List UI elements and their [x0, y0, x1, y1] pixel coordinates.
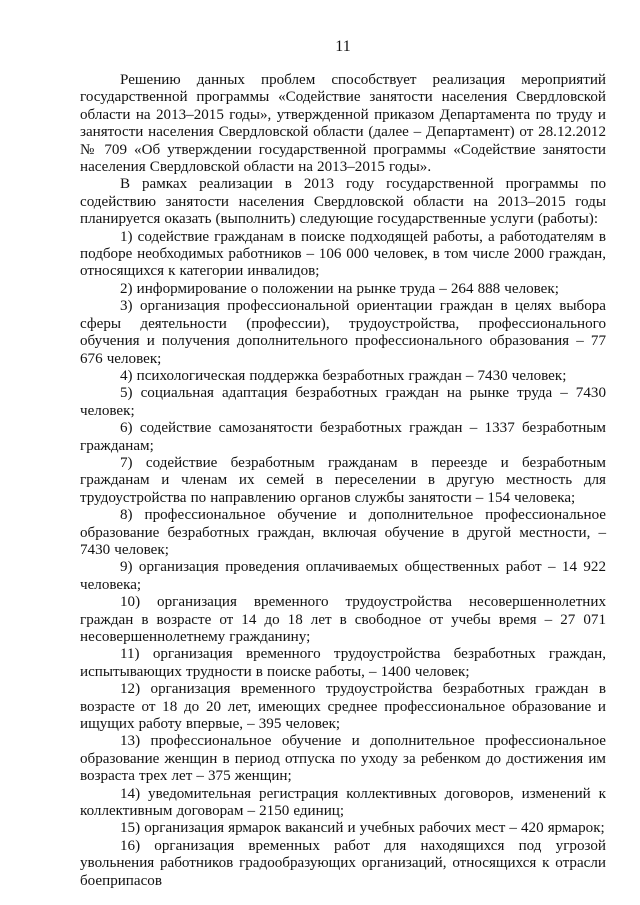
- list-item-5: 5) социальная адаптация безработных граждан на рынке труда – 7430 человек;: [80, 385, 606, 419]
- intro-paragraph: Решению данных проблем способствует реализация мероприятий государственной программы «Содействие занятости населения Свердловской области на 2013–2015 годы», утвержденной приказом Департамента по труду и занятости населения Свердловской области (далее – Департамент) от 28.12.2012 № 709 «Об утверждении государственной программы «Содействие занятости населения Свердловской области на 2013–2015 годы».: [80, 72, 606, 176]
- plan-paragraph: В рамках реализации в 2013 году государственной программы по содействию занятости населения Свердловской области на 2013–2015 годы планируется оказать (выполнить) следующие государственные услуги (работы):: [80, 176, 606, 228]
- list-item-7: 7) содействие безработным гражданам в переезде и безработным гражданам и членам их семей в переселении в другую местность для трудоустройства по направлению органов службы занятости – 154 человека;: [80, 454, 606, 506]
- list-item-2: 2) информирование о положении на рынке труда – 264 888 человек;: [120, 280, 559, 297]
- list-item-12: 12) организация временного трудоустройства безработных граждан в возрасте от 18 до 20 лет, имеющих среднее профессиональное образование и ищущих работу впервые, – 395 человек;: [80, 681, 606, 733]
- list-item-13: 13) профессиональное обучение и дополнительное профессиональное образование женщин в период отпуска по уходу за ребенком до достижения им возраста трех лет – 375 женщин;: [80, 733, 606, 785]
- list-item-8: 8) профессиональное обучение и дополнительное профессиональное образование безработных граждан, включая обучение в другой местности, – 7430 человек;: [80, 507, 606, 558]
- list-item-4: 4) психологическая поддержка безработных граждан – 7430 человек;: [120, 367, 567, 384]
- list-item-1: 1) содействие гражданам в поиске подходящей работы, а работодателям в подборе необходимых работников – 106 000 человек, в том числе 2000 граждан, относящихся к категории инвалидов;: [80, 228, 606, 280]
- list-item-9: 9) организация проведения оплачиваемых общественных работ – 14 922 человека;: [80, 559, 606, 593]
- list-item-15: 15) организация ярмарок вакансий и учебных рабочих мест – 420 ярмарок;: [120, 820, 605, 837]
- list-item-16: 16) организация временных работ для находящихся под угрозой увольнения работников градообразующих организаций, относящихся к отрасли боеприпасов: [80, 837, 606, 889]
- page-number: 11: [335, 38, 351, 55]
- list-item-11: 11) организация временного трудоустройства безработных граждан, испытывающих трудности в поиске работы, – 1400 человек;: [80, 646, 606, 680]
- list-item-6: 6) содействие самозанятости безработных граждан – 1337 безработным гражданам;: [80, 420, 606, 454]
- list-item-10: 10) организация временного трудоустройства несовершеннолетних граждан в возрасте от 14 до 18 лет в свободное от учебы время – 27 071 несовершеннолетнему гражданину;: [80, 594, 606, 645]
- list-item-14: 14) уведомительная регистрация коллективных договоров, изменений к коллективным договорам – 2150 единиц;: [80, 785, 606, 820]
- list-item-3: 3) организация профессиональной ориентации граждан в целях выбора сферы деятельности (профессии), трудоустройства, профессионального обучения и получения дополнительного профессионального образования – 77 676 человек;: [80, 298, 606, 367]
- document-body: [80, 72, 606, 890]
